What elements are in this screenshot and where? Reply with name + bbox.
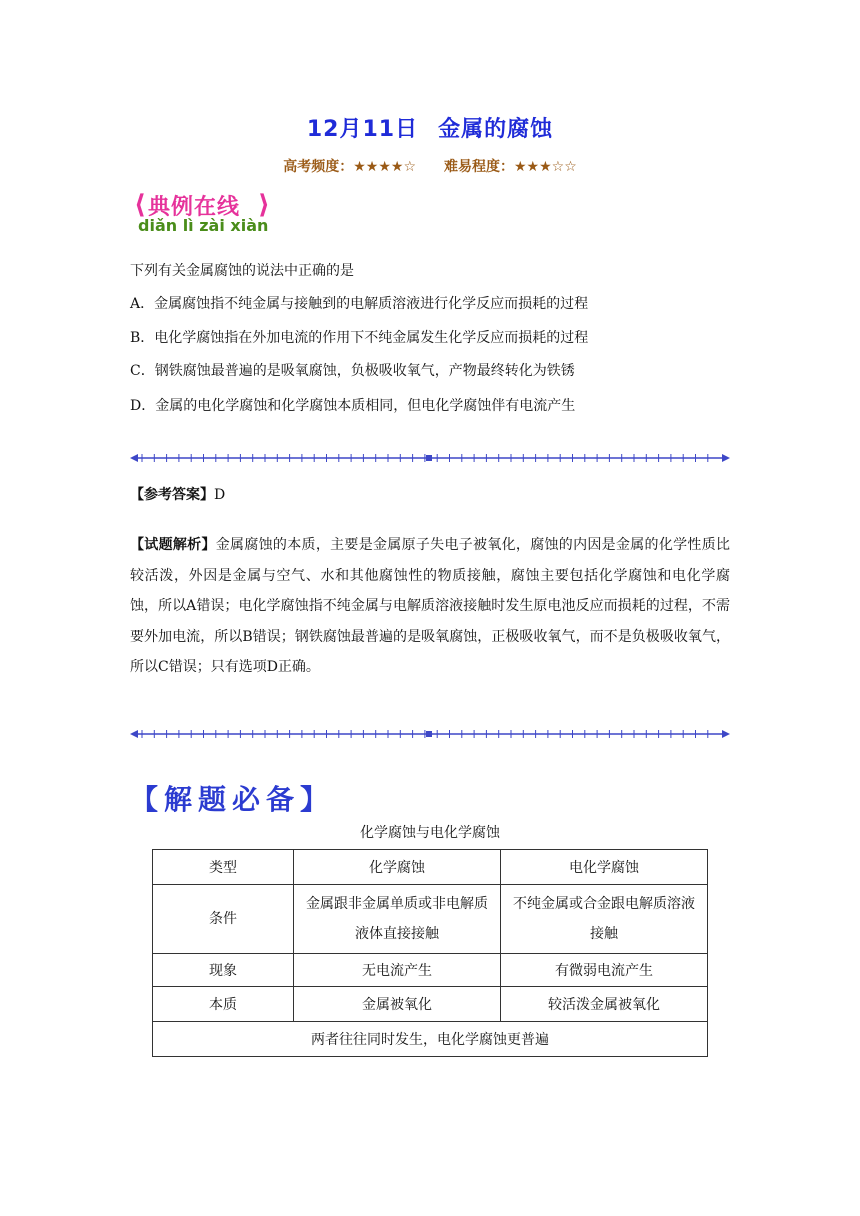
- table-header-cell: 化学腐蚀: [294, 850, 501, 885]
- table-footer-cell: 两者往往同时发生，电化学腐蚀更普遍: [153, 1022, 708, 1057]
- logo-chinese-text: 典例在线: [148, 195, 241, 220]
- table-cell: 无电流产生: [294, 954, 501, 987]
- divider-ruler-top: [130, 451, 730, 465]
- difficulty-label: 难易程度：: [444, 159, 514, 175]
- table-header-cell: 电化学腐蚀: [501, 850, 708, 885]
- corrosion-comparison-table: [152, 849, 708, 1057]
- analysis-text: 金属腐蚀的本质，主要是金属原子失电子被氧化，腐蚀的内因是金属的化学性质比较活泼，外因是金属与空气、水和其他腐蚀性的物质接触，腐蚀主要包括化学腐蚀和电化学腐蚀，所以A错误；电化学腐蚀指不纯金属与电解质溶液接触时发生原电池反应而损耗的过程，不需要外加电流，所以B错误；钢铁腐蚀最普遍的是吸氧腐蚀，正极吸收氧气，而不是负极吸收氧气，所以C错误；只有选项D正确。: [130, 537, 731, 675]
- reference-answer: [130, 484, 225, 504]
- option-a: A．金属腐蚀指不纯金属与接触到的电解质溶液进行化学反应而损耗的过程: [130, 296, 589, 312]
- table-cell: 金属跟非金属单质或非电解质液体直接接触: [294, 885, 501, 954]
- table-cell: 较活泼金属被氧化: [501, 987, 708, 1022]
- table-row: [153, 987, 708, 1022]
- table-cell: 金属被氧化: [294, 987, 501, 1022]
- logo-left-ornament-icon: ⟨: [134, 190, 146, 220]
- title-topic: 金属的腐蚀: [438, 117, 554, 142]
- question-stem: 下列有关金属腐蚀的说法中正确的是: [130, 263, 354, 279]
- table-cell: 不纯金属或合金跟电解质溶液接触: [501, 885, 708, 954]
- table-caption: 化学腐蚀与电化学腐蚀: [360, 825, 500, 841]
- logo-right-ornament-icon: ⟩: [258, 190, 270, 220]
- answer-label: 【参考答案】: [130, 487, 214, 503]
- table-row: [153, 885, 708, 954]
- option-b: B．电化学腐蚀指在外加电流的作用下不纯金属发生化学反应而损耗的过程: [130, 330, 589, 346]
- difficulty-meta: [0, 156, 860, 176]
- solving-essentials-header: 【解题必备】: [130, 783, 335, 816]
- table-cell: 有微弱电流产生: [501, 954, 708, 987]
- page-title: [0, 112, 860, 143]
- table-row: [153, 954, 708, 987]
- logo-pinyin-text: diǎn lì zài xiàn: [138, 216, 269, 235]
- divider-ruler-bottom: [130, 727, 730, 741]
- table-footer-row: [153, 1022, 708, 1057]
- title-date: 12月11日: [306, 117, 419, 142]
- analysis-paragraph: [130, 530, 730, 683]
- difficulty-stars: ★★★☆☆: [514, 159, 577, 175]
- table-cell: 现象: [153, 954, 294, 987]
- table-cell: 条件: [153, 885, 294, 954]
- table-cell: 本质: [153, 987, 294, 1022]
- dianli-zaixian-logo: [134, 190, 294, 246]
- answer-value: D: [214, 487, 226, 503]
- frequency-stars: ★★★★☆: [353, 159, 416, 175]
- option-d: D．金属的电化学腐蚀和化学腐蚀本质相同，但电化学腐蚀伴有电流产生: [130, 398, 576, 414]
- table-header-row: [153, 850, 708, 885]
- option-c: C．钢铁腐蚀最普遍的是吸氧腐蚀，负极吸收氧气，产物最终转化为铁锈: [130, 363, 575, 379]
- table-header-cell: 类型: [153, 850, 294, 885]
- analysis-label: 【试题解析】: [130, 537, 216, 553]
- frequency-label: 高考频度：: [283, 159, 354, 175]
